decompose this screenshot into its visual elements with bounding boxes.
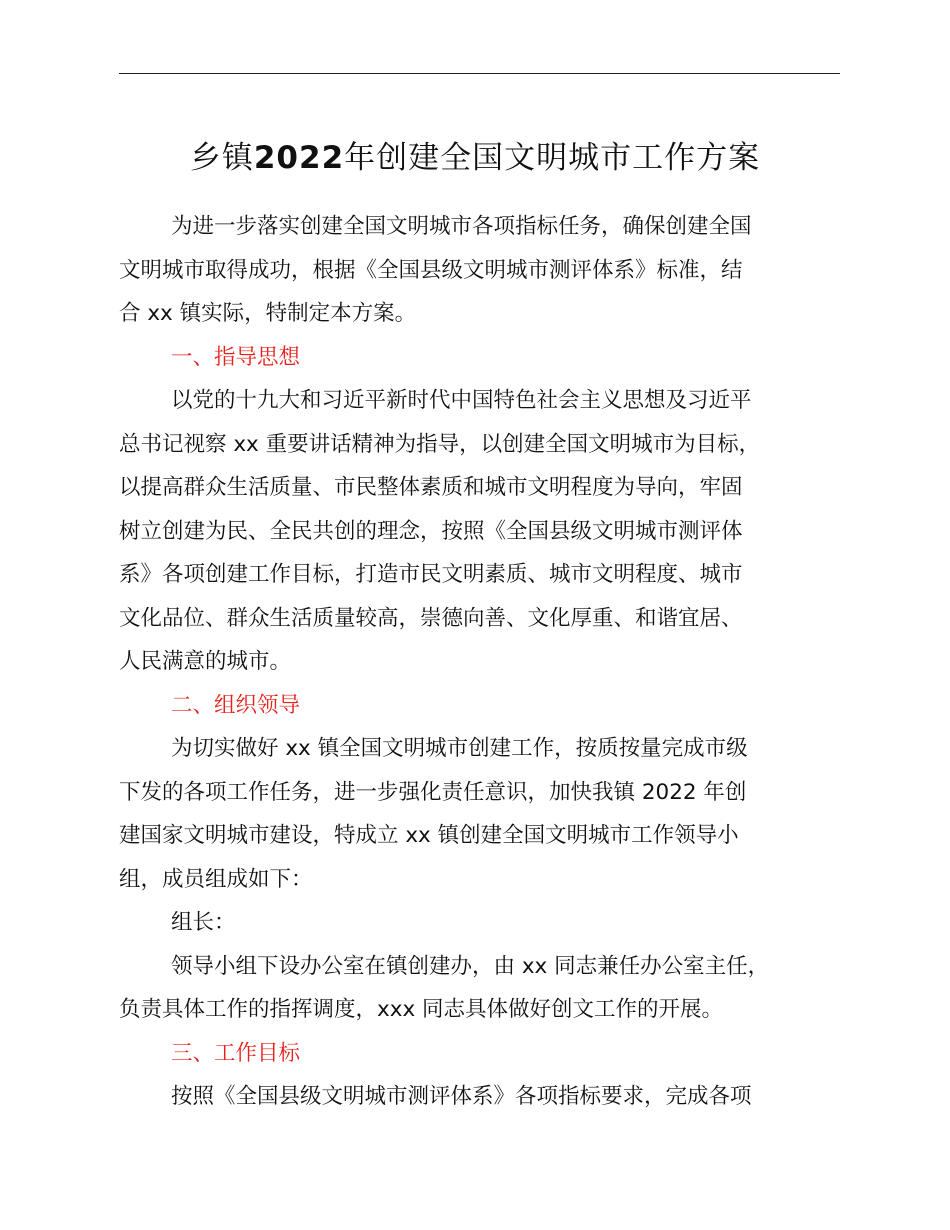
paragraph-line: 以党的十九大和习近平新时代中国特色社会主义思想及习近平 — [171, 388, 752, 413]
paragraph-line: 树立创建为民、全民共创的理念，按照《全国县级文明城市测评体 — [119, 518, 743, 544]
paragraph-line: 文明城市取得成功，根据《全国县级文明城市测评体系》标准，结 — [119, 257, 743, 283]
section-heading: 一、指导思想 — [171, 344, 301, 370]
paragraph-line: 以提高群众生活质量、市民整体素质和城市文明程度为导向，牢固 — [119, 475, 743, 500]
paragraph-line: 为切实做好 xx 镇全国文明城市创建工作，按质按量完成市级 — [171, 736, 748, 761]
paragraph-line: 领导小组下设办公室在镇创建办，由 xx 同志兼任办公室主任， — [171, 953, 770, 979]
paragraph-line: 为进一步落实创建全国文明城市各项指标任务，确保创建全国 — [171, 214, 752, 239]
document-body — [119, 205, 859, 1119]
paragraph-line: 按照《全国县级文明城市测评体系》各项指标要求，完成各项 — [171, 1084, 752, 1109]
paragraph-line: 负责具体工作的指挥调度，xxx 同志具体做好创文工作的开展。 — [119, 997, 724, 1022]
paragraph-line: 合 xx 镇实际，特制定本方案。 — [119, 301, 417, 326]
paragraph-line: 系》各项创建工作目标，打造市民文明素质、城市文明程度、城市 — [119, 562, 743, 587]
title-year: 2022 — [253, 140, 345, 176]
paragraph-line: 总书记视察 xx 重要讲话精神为指导，以创建全国文明城市为目标， — [119, 431, 761, 457]
section-heading: 二、组织领导 — [171, 692, 301, 718]
paragraph-line: 文化品位、群众生活质量较高，崇德向善、文化厚重、和谐宜居、 — [119, 605, 743, 631]
paragraph-line: 组，成员组成如下： — [119, 866, 313, 892]
header-rule — [119, 73, 840, 74]
title-suffix: 年创建全国文明城市工作方案 — [344, 140, 761, 176]
paragraph-line: 组长： — [171, 910, 236, 935]
title-prefix: 乡镇 — [189, 140, 254, 176]
paragraph-line: 建国家文明城市建设，特成立 xx 镇创建全国文明城市工作领导小 — [119, 823, 739, 848]
paragraph-line: 人民满意的城市。 — [119, 649, 292, 674]
section-heading: 三、工作目标 — [171, 1040, 301, 1066]
paragraph-line: 下发的各项工作任务，进一步强化责任意识，加快我镇 2022 年创 — [119, 779, 747, 805]
document-title — [0, 136, 950, 180]
